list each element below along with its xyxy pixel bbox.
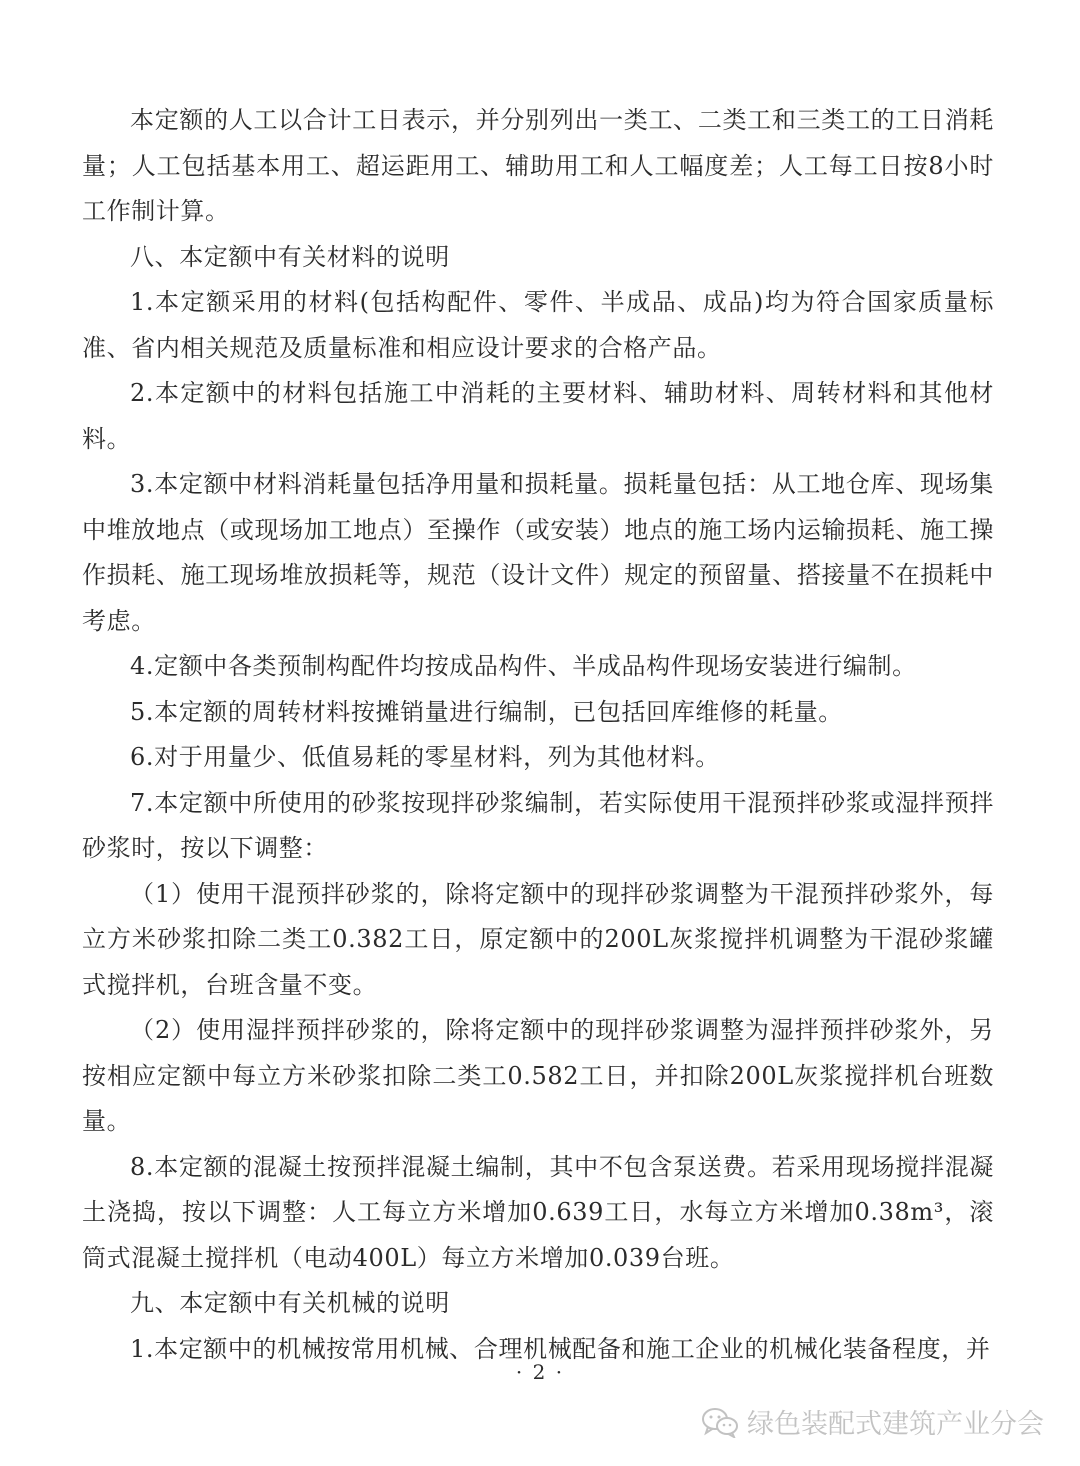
paragraph-material-7-sub-2: （2）使用湿拌预拌砂浆的，除将定额中的现拌砂浆调整为湿拌预拌砂浆外，另按相应定额中每立方米砂浆扣除二类工0.582工日，并扣除200L灰浆搅拌机台班数量。 bbox=[82, 1016, 994, 1135]
watermark-text: 绿色装配式建筑产业分会 bbox=[747, 1409, 1044, 1440]
paragraph-material-8: 8.本定额的混凝土按预拌混凝土编制，其中不包含泵送费。若采用现场搅拌混凝土浇捣，按以下调整：人工每立方米增加0.639工日，水每立方米增加0.38m³，滚筒式混凝土搅拌机（电动400L）每立方米增加0.039台班。 bbox=[82, 1152, 994, 1272]
watermark bbox=[701, 1402, 1044, 1441]
paragraph-material-4: 4.定额中各类预制构配件均按成品构件、半成品构件现场安装进行编制。 bbox=[130, 652, 917, 680]
paragraph-machinery-1: 1.本定额中的机械按常用机械、合理机械配备和施工企业的机械化装备程度，并 bbox=[130, 1334, 991, 1363]
paragraph-labor: 本定额的人工以合计工日表示，并分别列出一类工、二类工和三类工的工日消耗量；人工包括基本用工、超运距用工、辅助用工和人工幅度差；人工每工日按8小时工作制计算。 bbox=[82, 106, 994, 225]
section-heading-machinery: 九、本定额中有关机械的说明 bbox=[130, 1289, 450, 1317]
document-body bbox=[82, 98, 994, 1372]
paragraph-material-2: 2.本定额中的材料包括施工中消耗的主要材料、辅助材料、周转材料和其他材料。 bbox=[82, 379, 994, 453]
paragraph-material-6: 6.对于用量少、低值易耗的零星材料，列为其他材料。 bbox=[130, 743, 720, 771]
section-heading-materials: 八、本定额中有关材料的说明 bbox=[130, 242, 450, 271]
paragraph-material-3: 3.本定额中材料消耗量包括净用量和损耗量。损耗量包括：从工地仓库、现场集中堆放地点（或现场加工地点）至操作（或安装）地点的施工场内运输损耗、施工操作损耗、施工现场堆放损耗等，规范（设计文件）规定的预留量、搭接量不在损耗中考虑。 bbox=[82, 470, 994, 635]
paragraph-material-7-sub-1: （1）使用干混预拌砂浆的，除将定额中的现拌砂浆调整为干混预拌砂浆外，每立方米砂浆扣除二类工0.382工日，原定额中的200L灰浆搅拌机调整为干混砂浆罐式搅拌机，台班含量不变。 bbox=[82, 879, 994, 999]
paragraph-material-7: 7.本定额中所使用的砂浆按现拌砂浆编制，若实际使用干混预拌砂浆或湿拌预拌砂浆时，按以下调整： bbox=[82, 788, 994, 862]
wechat-icon bbox=[701, 1406, 739, 1438]
paragraph-material-5: 5.本定额的周转材料按摊销量进行编制，已包括回库维修的耗量。 bbox=[130, 697, 843, 726]
paragraph-material-1: 1.本定额采用的材料(包括构配件、零件、半成品、成品)均为符合国家质量标准、省内相关规范及质量标准和相应设计要求的合格产品。 bbox=[82, 288, 994, 362]
page-number: · 2 · bbox=[515, 1360, 565, 1384]
